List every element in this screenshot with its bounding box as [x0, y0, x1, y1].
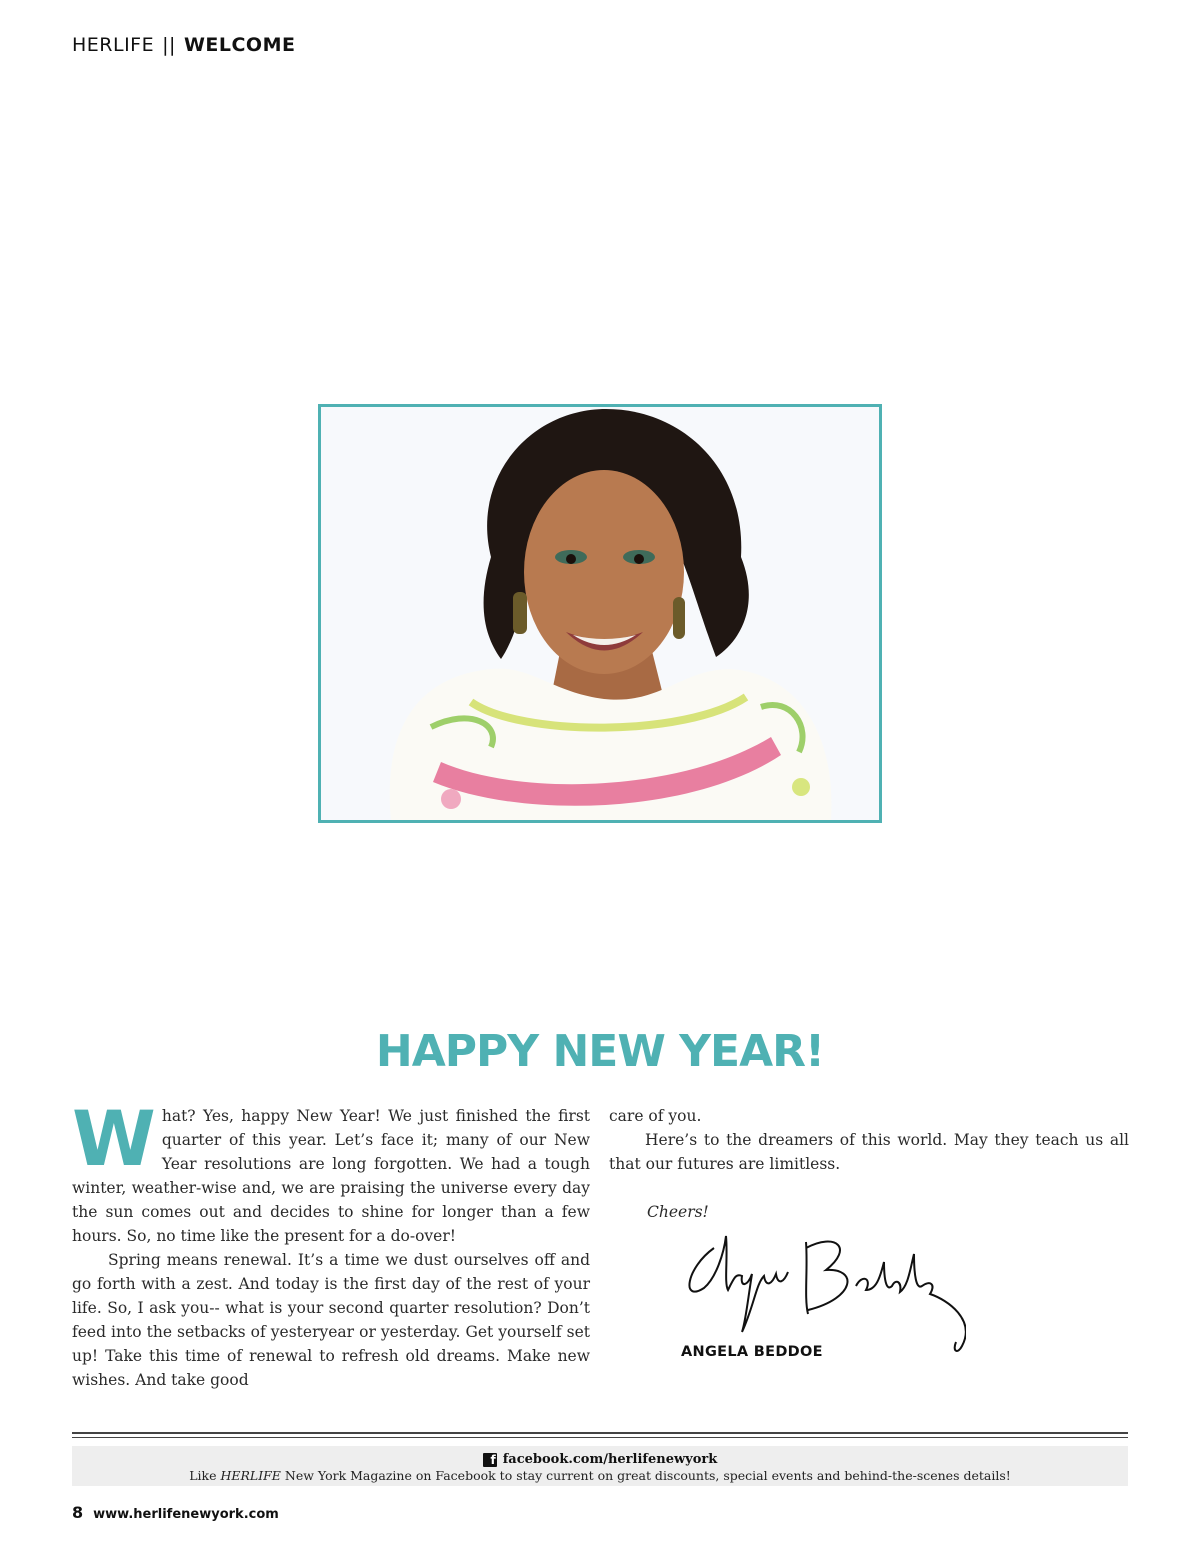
article-column-right [609, 1104, 1129, 1224]
promo-brand: HERLIFE [220, 1468, 281, 1483]
section-title: WELCOME [183, 34, 296, 56]
facebook-icon: f [483, 1453, 497, 1467]
facebook-url[interactable]: facebook.com/herlifenewyork [502, 1452, 718, 1467]
drop-cap: W [72, 1094, 156, 1183]
website-url[interactable]: www.herlifenewyork.com [93, 1507, 279, 1522]
article-headline: HAPPY NEW YEAR! [375, 1026, 825, 1077]
page-footer [72, 1503, 279, 1522]
promo-prefix: Like [189, 1468, 221, 1483]
facebook-promo-band [72, 1446, 1128, 1486]
article-paragraph-2: Spring means renewal. It’s a time we dust ourselves off and go forth with a zest. And today is the first day of the rest of your life. So, I ask you-- what is your second quarter resolution? Don’t feed into the setbacks of yesteryear or yesterday. Get yourself set up! Take this time of renewal to refresh old dreams. Make new wishes. And take good [72, 1251, 590, 1389]
article-column-left [72, 1094, 590, 1392]
portrait-illustration [321, 407, 879, 820]
facebook-link-row[interactable] [72, 1452, 1128, 1467]
page-number: 8 [72, 1503, 84, 1522]
paragraph-1-text: hat? Yes, happy New Year! We just finished the first quarter of this year. Let’s face it; many of our New Year resolutions are long forgotten. We had a tough winter, weather-wise and, we are praising the universe every day the sun comes out and decides to shine for longer than a few hours. So, no time like the present for a do-over! [72, 1107, 590, 1245]
footer-divider-thin [72, 1437, 1128, 1438]
magazine-brand: HERLIFE [72, 34, 155, 56]
promo-suffix: New York Magazine on Facebook to stay current on great discounts, special events and behind-the-scenes details! [280, 1468, 1011, 1483]
closing-salutation: Cheers! [647, 1203, 709, 1221]
section-header [72, 34, 295, 56]
article-paragraph-3: Here’s to the dreamers of this world. May they teach us all that our futures are limitless. [609, 1131, 1129, 1173]
facebook-promo-text [72, 1468, 1128, 1483]
header-separator: || [162, 34, 176, 56]
portrait-photo [318, 404, 882, 823]
signature-image [686, 1228, 966, 1358]
article-paragraph-1 [72, 1094, 590, 1248]
footer-divider-thick [72, 1432, 1128, 1434]
paragraph-2-continued: care of you. [609, 1107, 702, 1125]
signer-name: ANGELA BEDDOE [681, 1344, 823, 1360]
